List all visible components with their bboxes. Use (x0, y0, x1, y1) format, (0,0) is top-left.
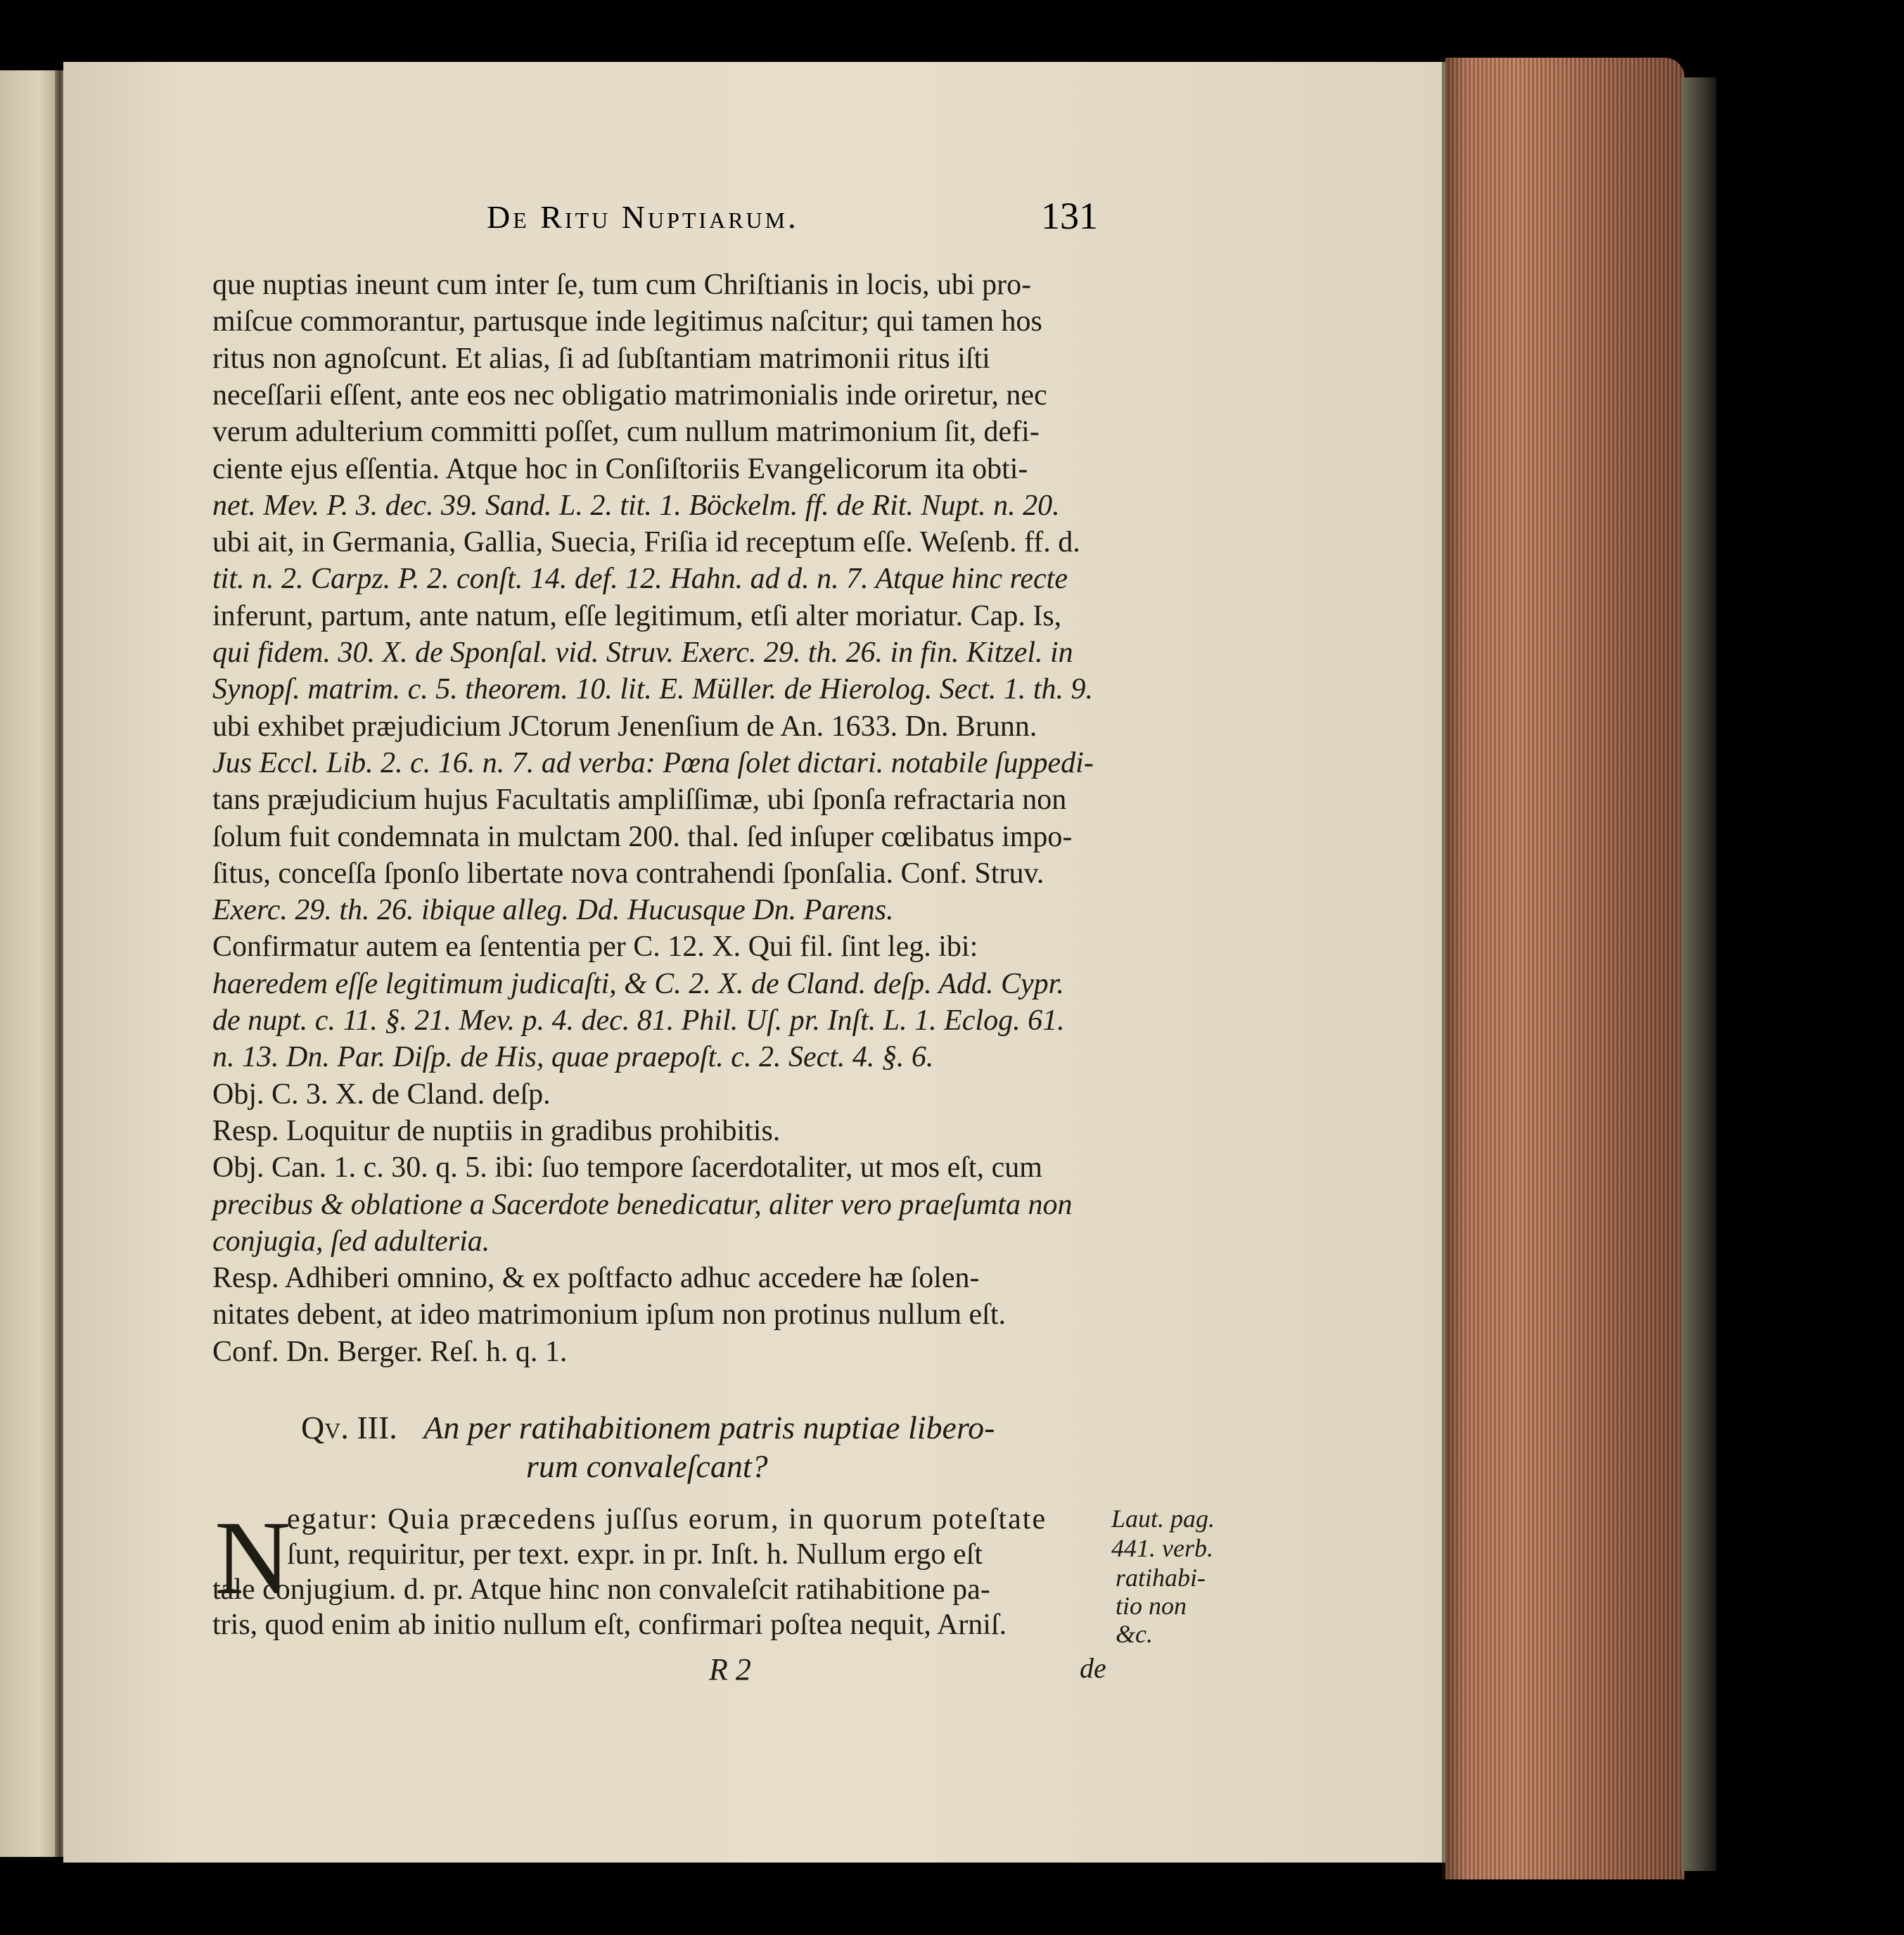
catchword: de (1080, 1652, 1106, 1684)
marginal-note-line: ratihabi- (1116, 1564, 1206, 1592)
text-line: ſolum fuit condemnata in mulctam 200. thal. ſed inſuper cœlibatus impo- (212, 820, 1073, 853)
text-line: ſitus, conceſſa ſponſo libertate nova contrahendi ſponſalia. Conf. Struv. (212, 857, 1044, 890)
text-line: ciente ejus eſſentia. Atque hoc in Conſiſtoriis Evangelicorum ita obti- (212, 452, 1028, 485)
text-line: ritus non agnoſcunt. Et alias, ſi ad ſubſtantiam matrimonii ritus iſti (212, 342, 990, 375)
running-title: De Ritu Nuptiarum. (487, 199, 799, 235)
text-line: miſcue commorantur, partusque inde legitimus naſcitur; qui tamen hos (212, 305, 1042, 338)
text-line: Conf. Dn. Berger. Reſ. h. q. 1. (212, 1335, 568, 1368)
text-line: Obj. Can. 1. c. 30. q. 5. ibi: ſuo tempore ſacerdotaliter, ut mos eſt, cum (212, 1151, 1042, 1184)
text-line: haeredem eſſe legitimum judicaſti, & C. 2. X. de Cland. deſp. Add. Cypr. (212, 967, 1064, 1000)
question-text-continuation: rum convaleſcant? (526, 1448, 768, 1484)
text-line: de nupt. c. 11. §. 21. Mev. p. 4. dec. 81. Phil. Uſ. pr. Inſt. L. 1. Eclog. 61. (212, 1004, 1065, 1037)
answer-line: egatur: Quia præcedens juſſus eorum, in quorum poteſtate (287, 1503, 1047, 1535)
text-line: Exerc. 29. th. 26. ibique alleg. Dd. Hucusque Dn. Parens. (212, 894, 894, 927)
text-line: ubi exhibet præjudicium JCtorum Jenenſium de An. 1633. Dn. Brunn. (212, 710, 1037, 743)
page-number: 131 (1041, 195, 1098, 237)
answer-line: ſunt, requiritur, per text. expr. in pr. Inſt. h. Nullum ergo eſt (287, 1538, 983, 1571)
text-line: Synopſ. matrim. c. 5. theorem. 10. lit. E. Müller. de Hierolog. Sect. 1. th. 9. (212, 673, 1094, 706)
text-line: Resp. Loquitur de nuptiis in gradibus prohibitis. (212, 1114, 781, 1147)
book-cover-edge (1681, 77, 1716, 1871)
text-line: tans præjudicium hujus Facultatis ampliſſimæ, ubi ſponſa refractaria non (212, 784, 1067, 817)
answer-line: tris, quod enim ab initio nullum eſt, confirmari poſtea nequit, Arniſ. (212, 1609, 1007, 1641)
text-line: verum adulterium committi poſſet, cum nullum matrimonium ſit, defi- (212, 416, 1040, 449)
text-line: n. 13. Dn. Par. Diſp. de His, quae praepoſt. c. 2. Sect. 4. §. 6. (212, 1041, 934, 1074)
question-label: Qv. III. (301, 1410, 397, 1445)
answer-line: tale conjugium. d. pr. Atque hinc non convaleſcit ratihabitione pa- (212, 1573, 990, 1606)
marginal-note-line: &c. (1116, 1620, 1153, 1648)
text-line: Obj. C. 3. X. de Cland. deſp. (212, 1078, 551, 1111)
question-text: An per ratihabitionem patris nuptiae libero- (423, 1410, 995, 1445)
text-line: nitates debent, at ideo matrimonium ipſum non protinus nullum eſt. (212, 1298, 1007, 1331)
text-line: net. Mev. P. 3. dec. 39. Sand. L. 2. tit. 1. Böckelm. ff. de Rit. Nupt. n. 20. (212, 489, 1060, 522)
text-line: tit. n. 2. Carpz. P. 2. conſt. 14. def. 12. Hahn. ad d. n. 7. Atque hinc recte (212, 563, 1068, 596)
marginal-note-line: Laut. pag. (1111, 1505, 1215, 1533)
text-line: que nuptias ineunt cum inter ſe, tum cum Chriſtianis in locis, ubi pro- (212, 269, 1032, 301)
text-line: precibus & oblatione a Sacerdote benedicatur, aliter vero praeſumta non (212, 1188, 1073, 1221)
text-line: Confirmatur autem ea ſententia per C. 12. X. Qui fil. ſint leg. ibi: (212, 931, 978, 964)
signature-mark: R 2 (709, 1652, 751, 1687)
text-line: qui fidem. 30. X. de Sponſal. vid. Struv. Exerc. 29. th. 26. in fin. Kitzel. in (212, 637, 1073, 669)
left-page-edge (0, 70, 56, 1857)
text-line: ubi ait, in Germania, Gallia, Suecia, Friſia id receptum eſſe. Weſenb. ff. d. (212, 526, 1080, 559)
text-line: conjugia, ſed adulteria. (212, 1225, 490, 1258)
text-line: Jus Eccl. Lib. 2. c. 16. n. 7. ad verba: Pœna ſolet dictari. notabile ſuppedi- (212, 746, 1094, 779)
marginal-note-line: 441. verb. (1111, 1534, 1213, 1562)
page-block-edge (1445, 58, 1685, 1879)
text-line: Resp. Adhiberi omnino, & ex poſtfacto adhuc accedere hæ ſolen- (212, 1262, 980, 1295)
text-line: neceſſarii eſſent, ante eos nec obligatio matrimonialis inde oriretur, nec (212, 378, 1047, 411)
page-edge-shadow (1442, 58, 1466, 1879)
drop-capital: N (215, 1500, 291, 1616)
question-heading (301, 1409, 995, 1446)
text-line: inferunt, partum, ante natum, eſſe legitimum, etſi alter moriatur. Cap. Is, (212, 599, 1062, 632)
marginal-note-line: tio non (1116, 1592, 1187, 1620)
